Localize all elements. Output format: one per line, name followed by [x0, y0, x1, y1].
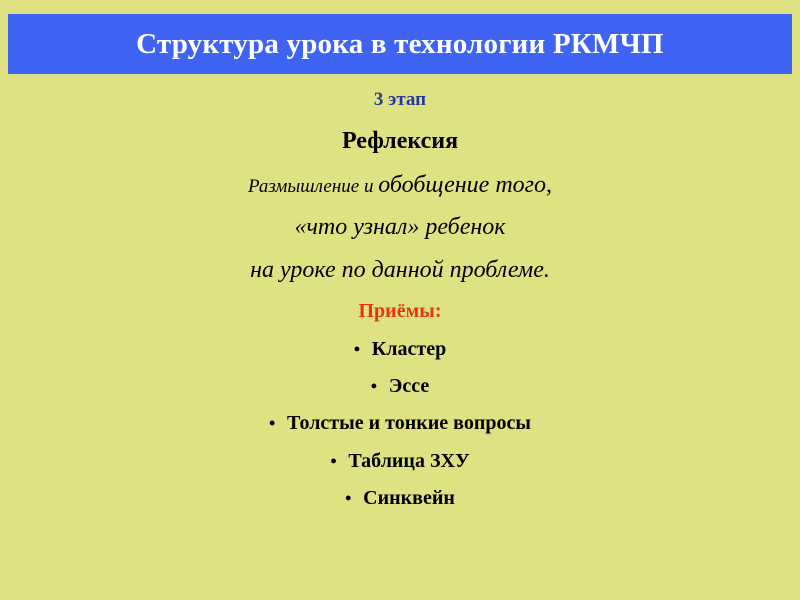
stage-label: 3 этап [373, 89, 427, 110]
bullet-icon: • [330, 451, 337, 471]
technique-item-label: Толстые и тонкие вопросы [287, 412, 531, 434]
description-line-1-end: обобщение того, [378, 172, 553, 198]
technique-item-label: Эссе [388, 375, 430, 397]
technique-item [0, 450, 800, 473]
techniques-label: Приёмы: [358, 300, 442, 322]
bullet-icon: • [370, 376, 378, 396]
technique-item-label: Таблица ЗХУ [348, 450, 470, 472]
description-line-3: на уроке по данной проблеме. [250, 257, 550, 283]
technique-item-label: Кластер [371, 338, 447, 360]
bullet-icon: • [269, 413, 276, 433]
technique-item [0, 487, 800, 510]
title-bar [8, 14, 792, 74]
description-line-2: «что узнал» ребенок [294, 214, 506, 240]
bullet-icon: • [353, 339, 361, 359]
technique-item-label: Синквейн [363, 487, 455, 509]
description-line-1-start: Размышление и [247, 176, 379, 197]
bullet-icon: • [345, 488, 352, 508]
description-line-1 [0, 172, 800, 199]
technique-item [0, 375, 800, 398]
slide-title: Структура урока в технологии РКМЧП [136, 27, 664, 60]
technique-item [0, 412, 800, 435]
section-heading: Рефлексия [341, 128, 459, 154]
technique-item [0, 338, 800, 361]
